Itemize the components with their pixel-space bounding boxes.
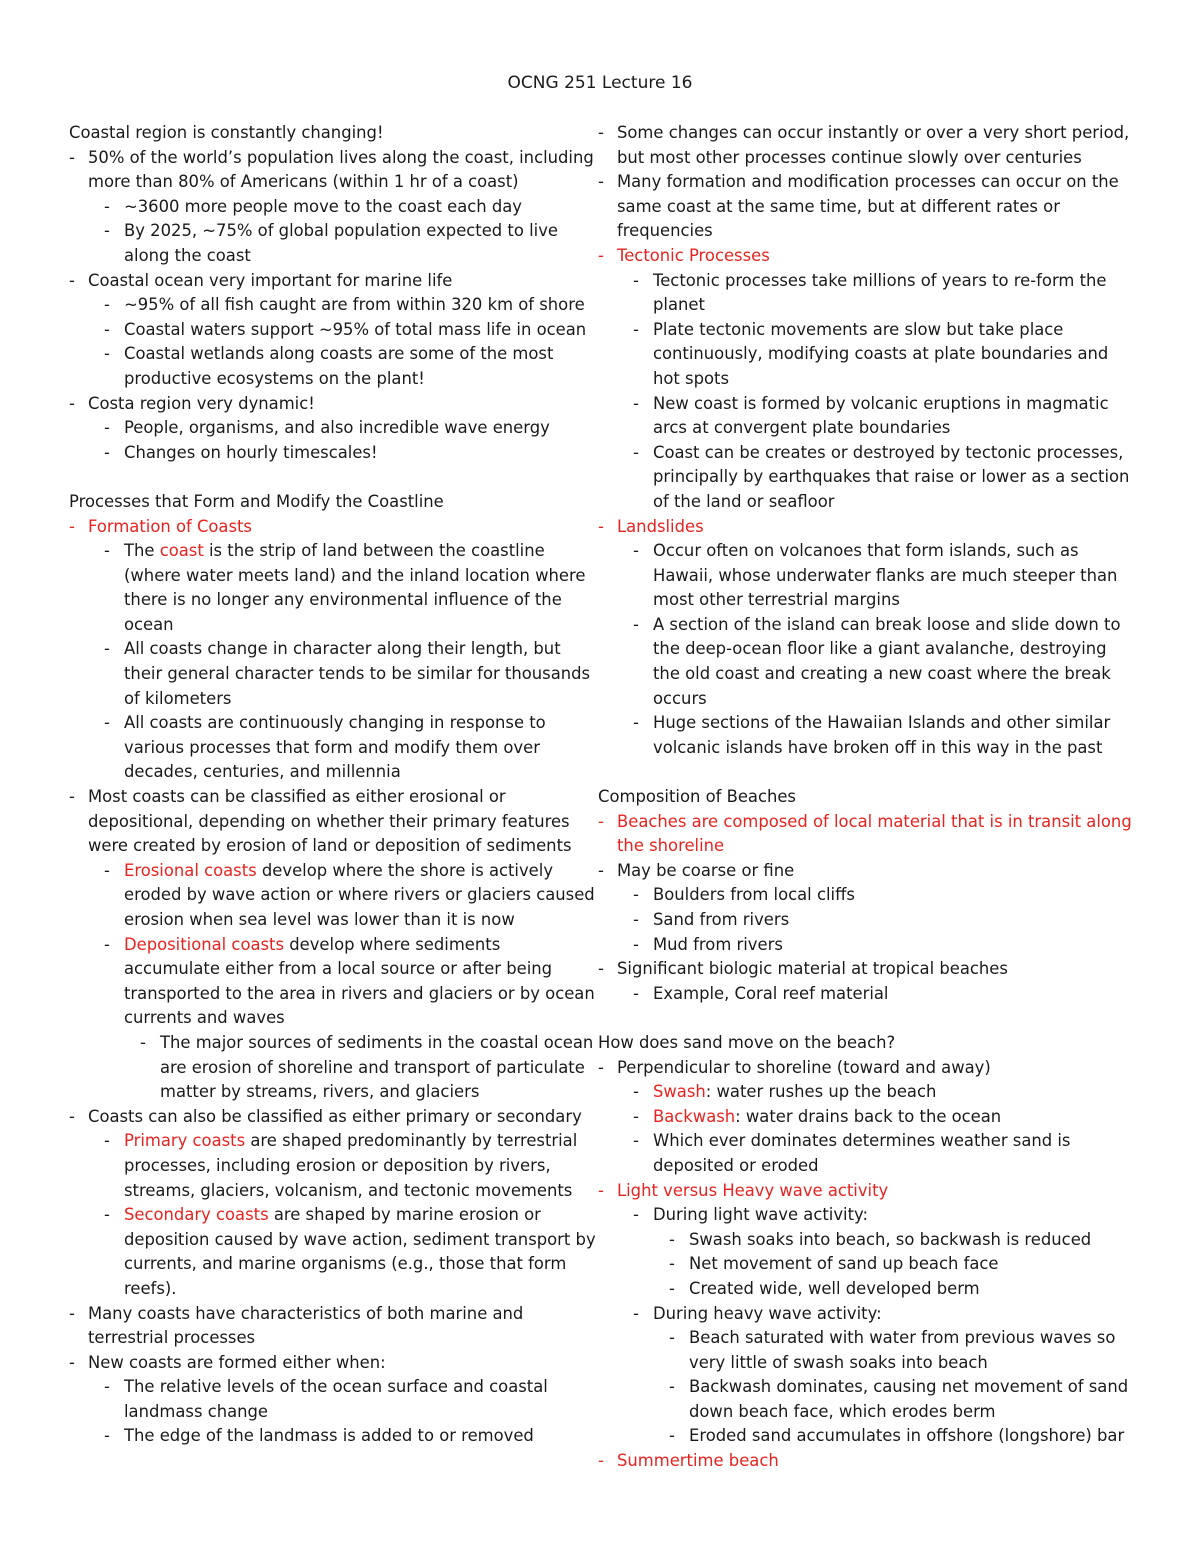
sub-bullet: - Huge sections of the Hawaiian Islands and other similar volcanic islands have broken off in this way in the past (633, 713, 1111, 757)
sub-bullet: - Mud from rivers (633, 934, 783, 954)
sub-bullet: - Coastal wetlands along coasts are some of the most productive ecosystems on the plant! (104, 344, 554, 388)
bullet: - Costa region very dynamic! (69, 393, 315, 413)
sub-bullet: - ~95% of all fish caught are from within 320 km of shore (104, 295, 585, 315)
section-heading: Composition of Beaches (598, 787, 796, 807)
sub-bullet: - Which ever dominates determines weather sand is deposited or eroded (633, 1131, 1071, 1175)
sub-bullet: - New coast is formed by volcanic eruptions in magmatic arcs at convergent plate boundaries (633, 393, 1109, 438)
sub-bullet: - Changes on hourly timescales! (104, 442, 378, 462)
term-coast: coast (159, 541, 204, 561)
bullet: - Many coasts have characteristics of both marine and terrestrial processes (69, 1303, 524, 1348)
sub-bullet: - Erosional coasts develop where the shore is actively eroded by wave action or where rivers or glaciers caused erosion when sea level was lower than it is now (104, 860, 595, 929)
bullet-highlight: - Beaches are composed of local material that is in transit along the shoreline (598, 811, 1132, 856)
sub-bullet: - Coastal waters support ~95% of total mass life in ocean (104, 319, 587, 339)
sub-bullet: - The coast is the strip of land between the coastline (where water meets land) and the inland location where there is no longer any environmental influence of the ocean (104, 541, 586, 634)
term-swash: Swash (653, 1082, 706, 1102)
term-secondary-coasts: Secondary coasts (124, 1205, 269, 1225)
bullet: - 50% of the world’s population lives along the coast, including more than 80% of Americans (within 1 hr of a coast) (69, 147, 594, 192)
sub-bullet: - During heavy wave activity: (633, 1303, 882, 1323)
bullet: - Coastal ocean very important for marine life (69, 270, 453, 290)
term-depositional-coasts: Depositional coasts (124, 934, 285, 954)
bullet-highlight: - Summertime beach (598, 1451, 779, 1471)
sub-sub-bullet: - Backwash dominates, causing net movement of sand down beach face, which erodes berm (669, 1377, 1129, 1421)
bullet-highlight: - Light versus Heavy wave activity (598, 1180, 889, 1200)
sub-sub-bullet: - Net movement of sand up beach face (669, 1254, 999, 1274)
sub-bullet: - Tectonic processes take millions of years to re-form the planet (633, 270, 1107, 315)
sub-bullet: - The edge of the landmass is added to or removed (104, 1426, 534, 1446)
sub-sub-bullet: - Eroded sand accumulates in offshore (longshore) bar (669, 1426, 1125, 1446)
sub-bullet: - Primary coasts are shaped predominantly by terrestrial processes, including erosion or deposition by rivers, streams, glaciers, volcanism, and tectonic movements (104, 1131, 578, 1200)
sub-bullet: - All coasts change in character along their length, but their general character tends to be similar for thousands of kilometers (104, 639, 591, 708)
bullet: - May be coarse or fine (598, 860, 795, 880)
section-heading: Processes that Form and Modify the Coastline (69, 491, 444, 511)
sub-bullet: - People, organisms, and also incredible wave energy (104, 418, 550, 438)
section-heading: How does sand move on the beach? (598, 1032, 896, 1052)
sub-bullet: - Secondary coasts are shaped by marine erosion or deposition caused by wave action, sediment transport by currents, and marine organisms (e.g., those that form reefs). (104, 1205, 596, 1298)
sub-bullet: - The relative levels of the ocean surface and coastal landmass change (104, 1377, 548, 1421)
sub-sub-bullet: - The major sources of sediments in the coastal ocean are erosion of shoreline and transport of particulate matter by streams, rivers, and glaciers (140, 1032, 594, 1102)
sub-bullet: - Swash: water rushes up the beach (633, 1082, 937, 1102)
sub-bullet: - Depositional coasts develop where sediments accumulate either from a local source or after being transported to the area in rivers and glaciers or by ocean currents and waves (104, 934, 595, 1028)
sub-sub-bullet: - Swash soaks into beach, so backwash is reduced (669, 1229, 1092, 1249)
bullet: - Significant biologic material at tropical beaches (598, 959, 1008, 979)
sub-bullet: - Backwash: water drains back to the ocean (633, 1106, 1002, 1126)
sub-bullet: - Occur often on volcanoes that form islands, such as Hawaii, whose underwater flanks are much steeper than most other terrestrial margins (633, 541, 1118, 610)
term-backwash: Backwash (653, 1106, 736, 1126)
right-column (598, 121, 1138, 1474)
bullet: - Many formation and modification processes can occur on the same coast at the same time, but at different rates or frequencies (598, 172, 1119, 241)
bullet: - Most coasts can be classified as either erosional or depositional, depending on whether their primary features were created by erosion of land or deposition of sediments (69, 787, 572, 856)
sub-bullet: - Boulders from local cliffs (633, 885, 855, 905)
section-heading: Coastal region is constantly changing! (69, 123, 384, 142)
term-erosional-coasts: Erosional coasts (124, 860, 257, 880)
term-primary-coasts: Primary coasts (124, 1131, 246, 1151)
bullet: - Perpendicular to shoreline (toward and away) (598, 1057, 991, 1077)
sub-bullet: - By 2025, ~75% of global population expected to live along the coast (104, 221, 558, 265)
sub-sub-bullet: - Created wide, well developed berm (669, 1278, 980, 1298)
sub-bullet: - Example, Coral reef material (633, 983, 889, 1003)
bullet: - Some changes can occur instantly or over a very short period, but most other processes continue slowly over centuries (598, 123, 1130, 167)
left-column (69, 121, 601, 1449)
sub-bullet: - Coast can be creates or destroyed by tectonic processes, principally by earthquakes that raise or lower as a section of the land or seafloor (633, 442, 1130, 511)
bullet-highlight: - Formation of Coasts (69, 516, 252, 536)
sub-bullet: - Plate tectonic movements are slow but take place continuously, modifying coasts at plate boundaries and hot spots (633, 319, 1109, 388)
sub-bullet: - Sand from rivers (633, 910, 790, 929)
sub-bullet: - During light wave activity: (633, 1205, 869, 1225)
sub-bullet: - All coasts are continuously changing in response to various processes that form and modify them over decades, centuries, and millennia (104, 713, 546, 782)
bullet: - Coasts can also be classified as either primary or secondary (69, 1106, 582, 1126)
document-title: OCNG 251 Lecture 16 (507, 73, 693, 93)
sub-bullet: - A section of the island can break loose and slide down to the deep-ocean floor like a giant avalanche, destroying the old coast and creating a new coast where the break occurs (633, 614, 1121, 708)
sub-sub-bullet: - Beach saturated with water from previous waves so very little of swash soaks into beach (669, 1328, 1116, 1372)
bullet: - New coasts are formed either when: (69, 1352, 386, 1372)
sub-bullet: - ~3600 more people move to the coast each day (104, 196, 523, 216)
bullet-highlight: - Landslides (598, 516, 704, 536)
bullet-highlight: - Tectonic Processes (598, 245, 770, 265)
